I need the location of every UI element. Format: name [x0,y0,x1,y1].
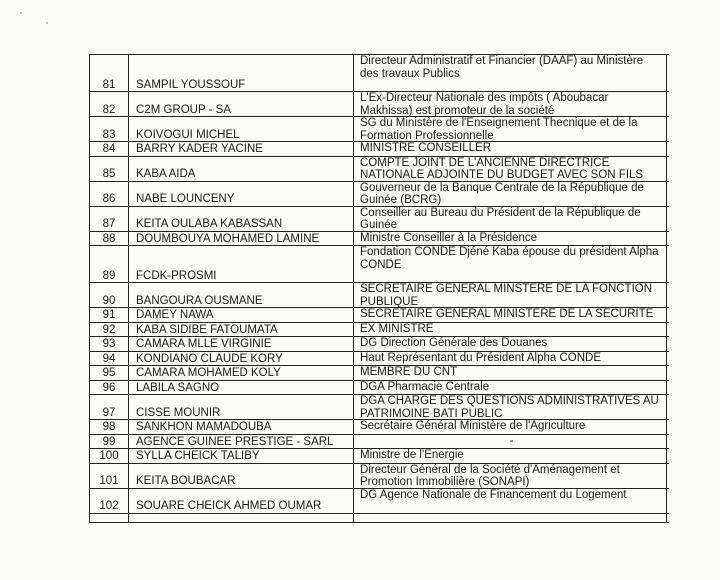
table-row [89,231,669,246]
person-name: SANKHON MAMADOUBA [128,420,353,434]
table-row [89,322,669,337]
person-name: SYLLA CHEICK TALIBY [128,449,353,463]
person-role: EX MINISTRE [353,323,667,337]
cutoff-cell [89,514,128,522]
person-name: KABA SIDIBE FATOUMATA [128,323,353,337]
table-row [89,394,669,419]
person-name: DAMEY NAWA [128,308,353,322]
table-row [89,141,669,156]
row-number: 98 [89,420,128,434]
person-role: SG du Ministère de l'Enseignement Thecnique et de la Formation Professionnelle [353,117,667,141]
person-role: DG Agence Nationale de Financement du Logement [353,489,667,513]
table-row [89,206,669,231]
table-row [89,54,669,91]
row-number: 89 [89,246,128,282]
row-number: 97 [89,395,128,419]
table-row [89,434,669,449]
table-row [89,116,669,141]
person-role: DGA Pharmacie Centrale [353,381,667,395]
row-number: 100 [89,449,128,463]
person-role: DG Direction Générale des Douanes [353,337,667,351]
person-name: CISSE MOUNIR [128,395,353,419]
person-role: Conseiller au Bureau du Président de la République de Guinée [353,207,667,231]
row-number: 84 [89,142,128,156]
table-row [89,245,669,282]
scan-speck [20,12,22,14]
table-row [89,463,669,488]
person-name: KOIVOGUI MICHEL [128,117,353,141]
person-role: Gouverneur de la Banque Centrale de la République de Guinée (BCRG) [353,182,667,206]
row-number: 90 [89,283,128,307]
person-role: MEMBRE DU CNT [353,366,667,380]
row-number: 99 [89,435,128,449]
person-name: BANGOURA OUSMANE [128,283,353,307]
table-row [89,91,669,116]
person-role: Secrétaire Général Ministère de l'Agriculture [353,420,667,434]
row-number: 81 [89,55,128,91]
table-row [89,282,669,307]
table-row [89,181,669,206]
row-number: 93 [89,337,128,351]
table-row [89,380,669,395]
row-number: 85 [89,157,128,181]
table-row [89,419,669,434]
scan-speck [46,22,48,24]
persons-table [89,54,669,523]
person-role: Haut Représentant du Président Alpha CONDE [353,352,667,366]
person-name: AGENCE GUINEE PRESTIGE - SARL [128,435,353,449]
row-number: 83 [89,117,128,141]
person-name: SAMPIL YOUSSOUF [128,55,353,91]
person-role: Ministre Conseiller à la Présidence [353,232,667,246]
person-name: LABILA SAGNO [128,381,353,395]
person-role: Ministre de l'Energie [353,449,667,463]
person-role: DGA CHARGE DES QUESTIONS ADMINISTRATIVES AU PATRIMOINE BATI PUBLIC [353,395,667,419]
person-name: BARRY KADER YACINE [128,142,353,156]
person-name: KEITA OULABA KABASSAN [128,207,353,231]
person-role: Directeur Général de la Société d'Aménagement et Promotion Immobilière (SONAPI) [353,464,667,488]
person-name: NABE LOUNCENY [128,182,353,206]
table-row-cutoff [89,513,669,523]
table-row [89,336,669,351]
person-role: SECRETAIRE GENERAL MINISTERE DE LA SECURITE [353,308,667,322]
row-number: 92 [89,323,128,337]
row-number: 88 [89,232,128,246]
person-role: L'Ex-Directeur Nationale des impôts ( Aboubacar Makhissa) est promoteur de la société [353,92,667,116]
cutoff-cell [128,514,353,522]
person-name: CAMARA MOHAMED KOLY [128,366,353,380]
person-role: SECRETAIRE GENERAL MINSTERE DE LA FONCTION PUBLIQUE [353,283,667,307]
person-name: CAMARA MLLE VIRGINIE [128,337,353,351]
table-row [89,488,669,513]
row-number: 87 [89,207,128,231]
row-number: 94 [89,352,128,366]
row-number: 95 [89,366,128,380]
table-row [89,156,669,181]
cutoff-cell [353,514,667,522]
row-number: 96 [89,381,128,395]
person-name: KONDIANO CLAUDE KORY [128,352,353,366]
row-number: 91 [89,308,128,322]
person-name: C2M GROUP - SA [128,92,353,116]
table-row [89,448,669,463]
person-role: - [353,435,667,449]
person-name: KABA AIDA [128,157,353,181]
person-name: SOUARE CHEICK AHMED OUMAR [128,489,353,513]
table-row [89,365,669,380]
row-number: 101 [89,464,128,488]
row-number: 86 [89,182,128,206]
person-name: KEITA BOUBACAR [128,464,353,488]
row-number: 82 [89,92,128,116]
person-name: DOUMBOUYA MOHAMED LAMINE [128,232,353,246]
person-role: COMPTE JOINT DE L'ANCIENNE DIRECTRICE NATIONALE ADJOINTE DU BUDGET AVEC SON FILS [353,157,667,181]
person-role: Fondation CONDE Djéné Kaba épouse du président Alpha CONDE [353,246,667,282]
table-row [89,307,669,322]
person-role: Directeur Administratif et Financier (DAAF) au Ministère des travaux Publics [353,55,667,91]
person-role: MINISTRE CONSEILLER [353,142,667,156]
row-number: 102 [89,489,128,513]
person-name: FCDK-PROSMI [128,246,353,282]
table-row [89,351,669,366]
